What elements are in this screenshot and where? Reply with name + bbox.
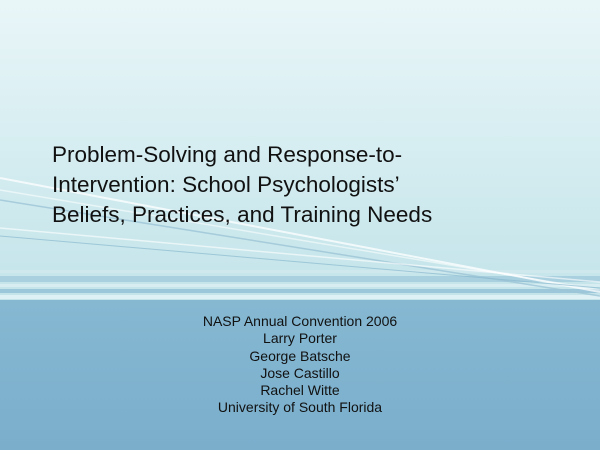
title-line: Intervention: School Psychologists’ — [52, 172, 400, 197]
author-name: Jose Castillo — [260, 364, 340, 381]
slide-title — [52, 140, 582, 230]
author-name: George Batsche — [249, 347, 351, 364]
author-name: Larry Porter — [263, 330, 337, 347]
swoosh-line — [0, 236, 600, 288]
institution-name: University of South Florida — [217, 399, 383, 416]
slide-subtitle — [0, 313, 600, 417]
title-line: Beliefs, Practices, and Training Needs — [52, 202, 433, 227]
author-name: Rachel Witte — [260, 382, 340, 399]
swoosh-line — [0, 228, 600, 282]
convention-name: NASP Annual Convention 2006 — [202, 313, 398, 329]
title-line: Problem-Solving and Response-to- — [52, 142, 403, 167]
